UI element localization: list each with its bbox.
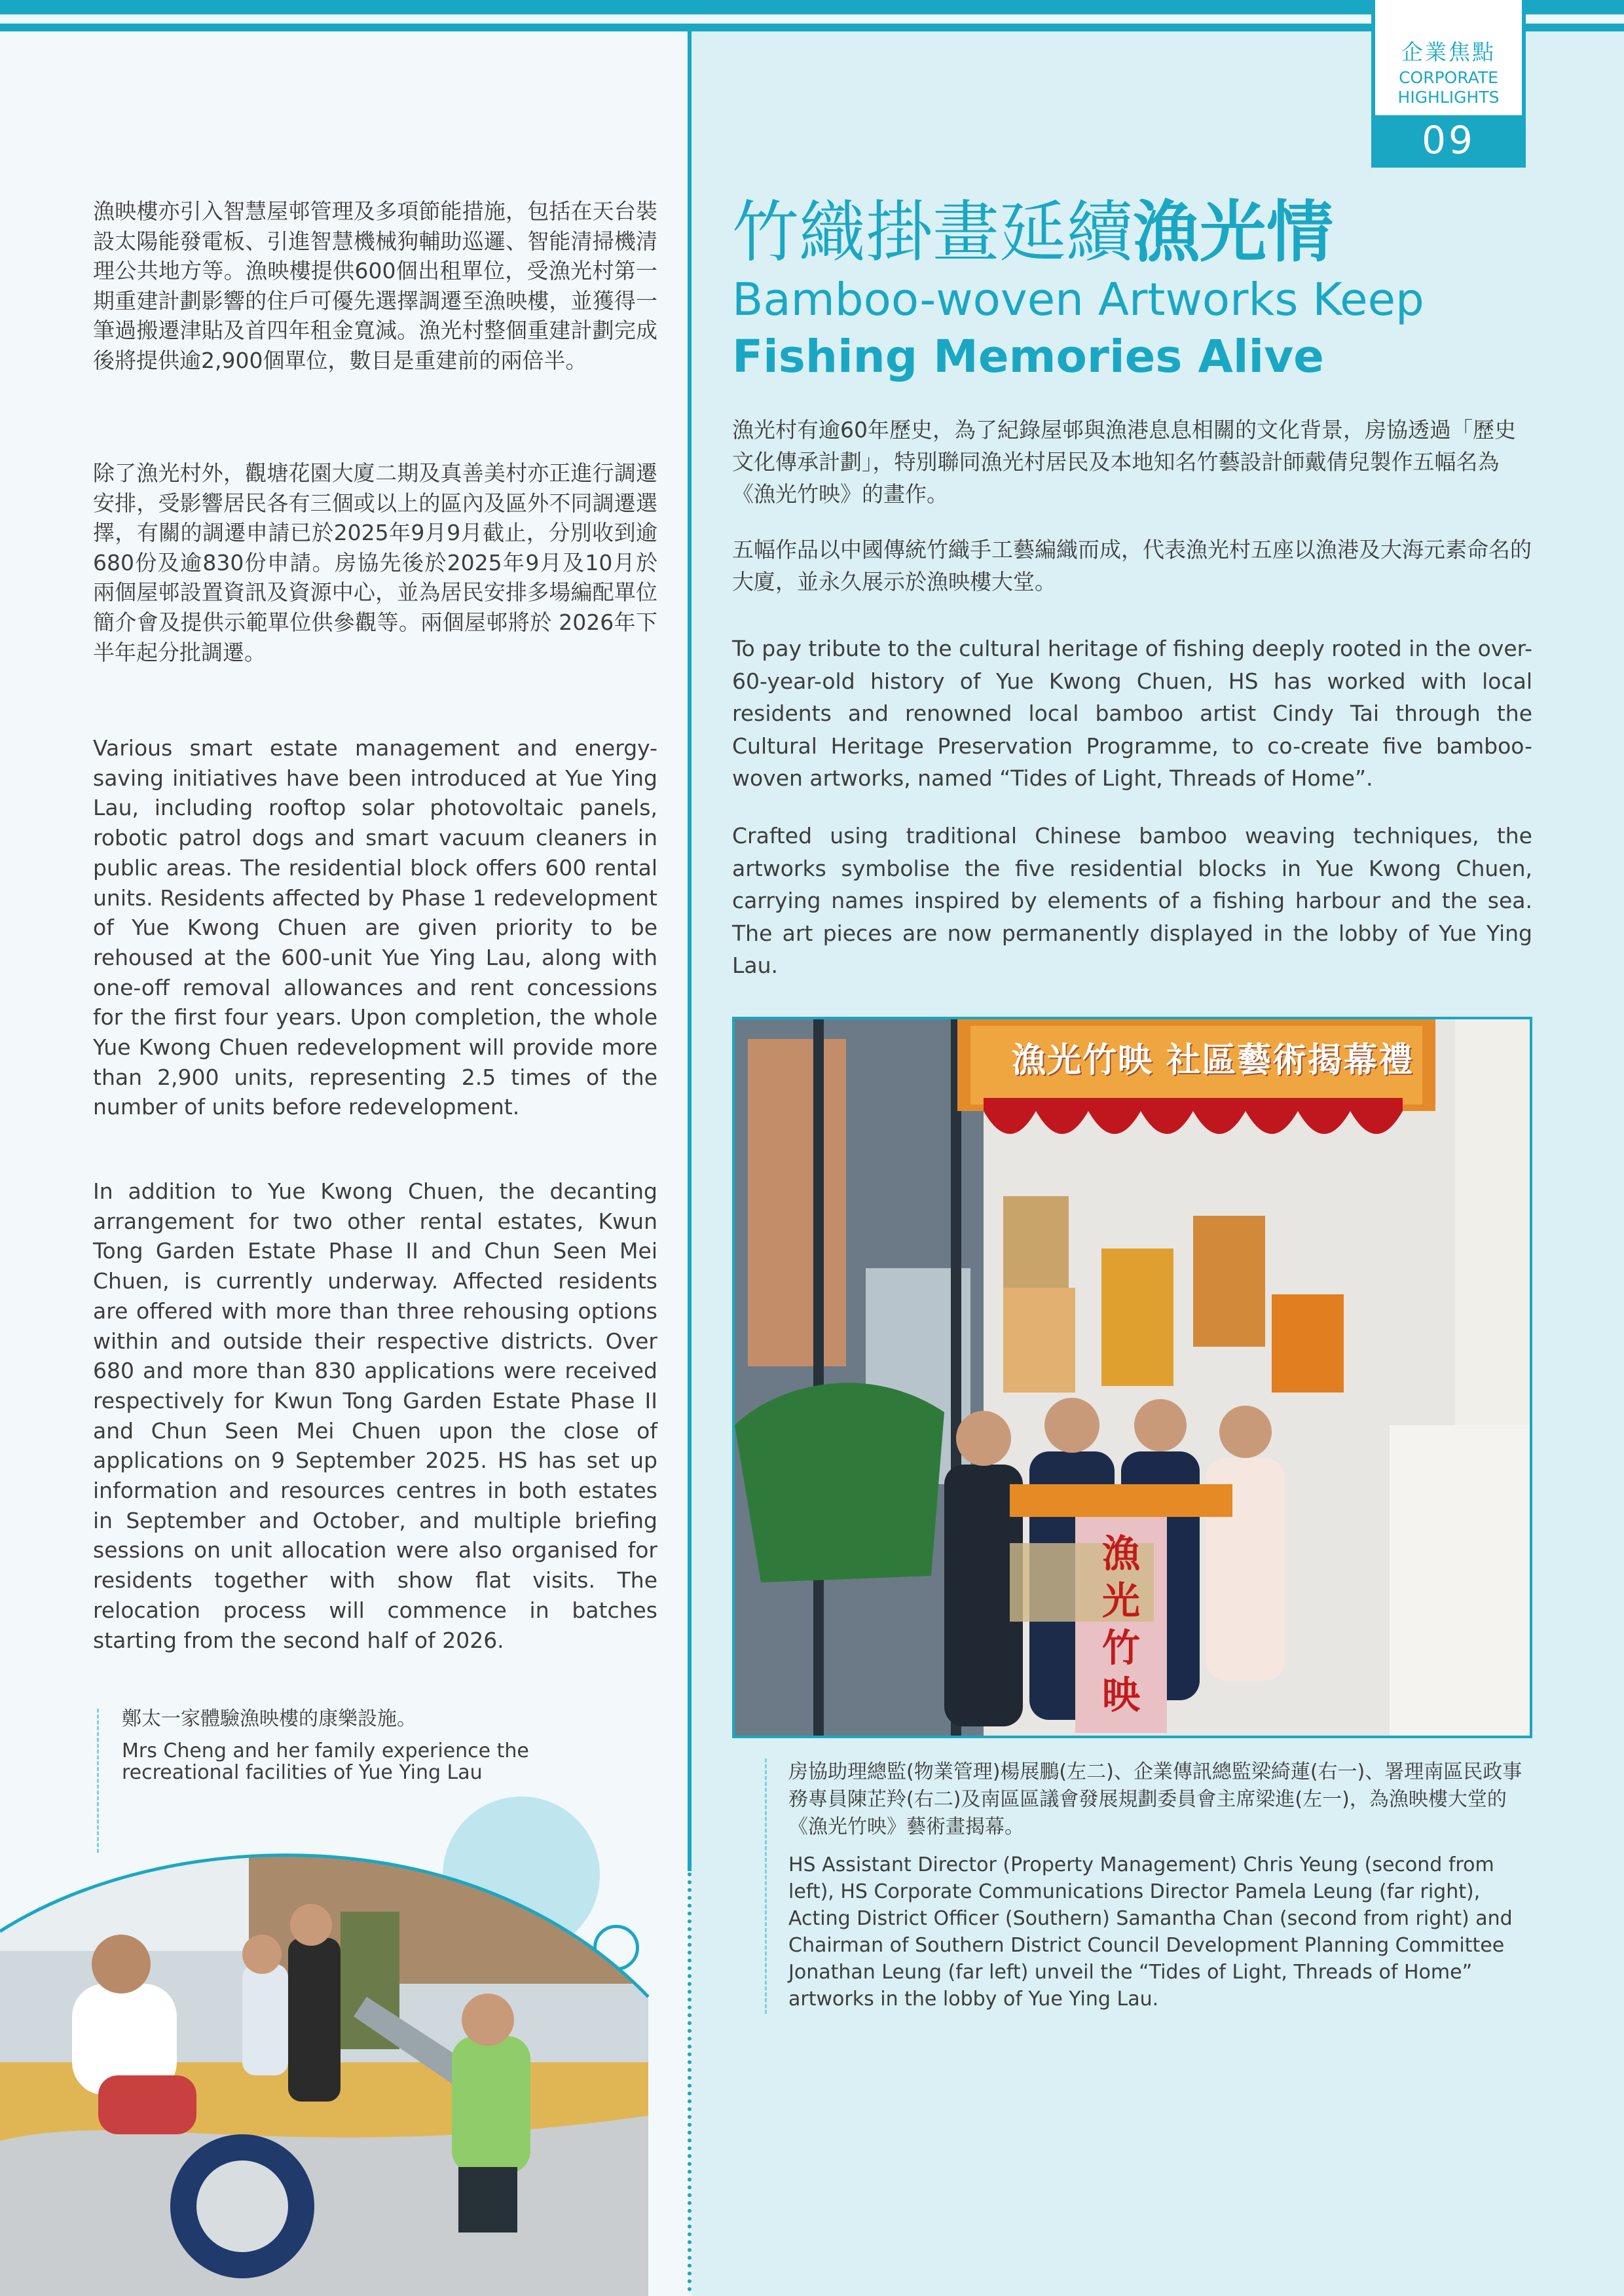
photo-banner-text: 漁光竹映 社區藝術揭幕禮 bbox=[1011, 1041, 1414, 1080]
left-photo-caption-en: Mrs Cheng and her family experience the recreational facilities of Yue Ying Lau bbox=[122, 1740, 529, 1784]
section-badge-en-line2: HIGHLIGHTS bbox=[1397, 88, 1500, 107]
article-title-zh-bold: 漁光情 bbox=[1133, 194, 1333, 272]
right-photo-caption-zh: 房協助理總監(物業管理)楊展鵬(左二)、企業傳訊總監梁綺蓮(右一)、署理南區民政事務專員陳芷羚(右二)及南區區議會發展規劃委員會主席梁進(左一)，為漁映樓大堂的《漁光竹映》藝術畫揭幕。 bbox=[788, 1760, 1522, 1838]
section-badge-zh: 企業焦點 bbox=[1401, 39, 1496, 65]
right-en-paragraph-2: Crafted using traditional Chinese bamboo weaving techniques, the artworks symbolise the five residential blocks in Yue Kwong Chuen, carrying names inspired by elements of a fishing harbour and the sea. The art pieces are now permanently displayed in the lobby of Yue Ying Lau. bbox=[732, 823, 1532, 979]
article-title-zh-light: 竹織掛畫延續 bbox=[732, 194, 1133, 272]
left-zh-paragraph-1: 漁映樓亦引入智慧屋邨管理及多項節能措施，包括在天台裝設太陽能發電板、引進智慧機械狗輔助巡邏、智能清掃機清理公共地方等。漁映樓提供600個出租單位，受漁光村第一期重建計劃影響的住戶可優先選擇調遷至漁映樓，並獲得一筆過搬遷津貼及首四年租金寬減。漁光村整個重建計劃完成後將提供逾2,900個單位，數目是重建前的兩倍半。 bbox=[93, 198, 657, 373]
right-zh-paragraph-1: 漁光村有逾60年歷史，為了紀錄屋邨與漁港息息相關的文化背景，房協透過「歷史文化傳承計劃」，特別聯同漁光村居民及本地知名竹藝設計師戴倩兒製作五幅名為《漁光竹映》的畫作。 bbox=[732, 417, 1516, 507]
section-badge-en-line1: CORPORATE bbox=[1399, 68, 1498, 87]
left-en-paragraph-2: In addition to Yue Kwong Chuen, the decanting arrangement for two other rental estates, Kwun Tong Garden Estate Phase II and Chun Seen Mei Chuen, is currently underway. Affected residents are offered with more than three rehousing options within and outside their respective districts. Over 680 and more than 830 applications were received respectively for Kwun Tong Garden Estate Phase II and Chun Seen Mei Chuen upon the close of applications on 9 September 2025. HS has set up information and resources centres in both estates in September and October, and multiple briefing sessions on unit allocation were also organised for residents together with show flat visits. The relocation process will commence in batches starting from the second half of 2026. bbox=[93, 1178, 657, 1653]
right-zh-paragraph-2: 五幅作品以中國傳統竹織手工藝編織而成，代表漁光村五座以漁港及大海元素命名的大廈，並永久展示於漁映樓大堂。 bbox=[732, 537, 1532, 594]
left-en-paragraph-1: Various smart estate management and energy-saving initiatives have been introduced at Yue Ying Lau, including rooftop solar photovoltaic panels, robotic patrol dogs and smart vacuum cleaners in public areas. The residential block offers 600 rental units. Residents affected by Phase 1 redevelopment of Yue Kwong Chuen are given priority to be rehoused at the 600-unit Yue Ying Lau, along with one-off removal allowances and rent concessions for the first four years. Upon completion, the whole Yue Kwong Chuen redevelopment will provide more than 2,900 units, representing 2.5 times of the number of units before redevelopment. bbox=[93, 735, 657, 1120]
unveiling-ceremony-photo bbox=[732, 1017, 1532, 1738]
right-photo-caption-en: HS Assistant Director (Property Management) Chris Yeung (second from left), HS Corporate Communications Director Pamela Leung (far right), Acting District Officer (Southern) Samantha Chan (second from right) and Chairman of Southern District Council Development Planning Committee Jonathan Leung (far left) unveil the “Tides of Light, Threads of Home” artworks in the lobby of Yue Ying Lau. bbox=[788, 1853, 1513, 2011]
playground-photo bbox=[0, 1800, 655, 2296]
article-title-en-line2: Fishing Memories Alive bbox=[732, 331, 1324, 383]
page-number: 09 bbox=[1422, 118, 1475, 162]
left-photo-caption-zh: 鄭太一家體驗漁映樓的康樂設施。 bbox=[122, 1707, 416, 1730]
article-title-en-line1: Bamboo-woven Artworks Keep bbox=[732, 274, 1424, 326]
article-title-zh bbox=[732, 194, 1333, 272]
caption-rule-right bbox=[765, 1758, 767, 2014]
photo-stand-text: 漁光竹映 bbox=[1101, 1531, 1140, 1717]
left-zh-paragraph-2: 除了漁光村外，觀塘花園大廈二期及真善美村亦正進行調遷安排，受影響居民各有三個或以上的區內及區外不同調遷選擇，有關的調遷申請已於2025年9月9月截止，分別收到逾680份及逾830份申請。房協先後於2025年9月及10月於兩個屋邨設置資訊及資源中心，並為居民安排多場編配單位簡介會及提供示範單位供參觀等。兩個屋邨將於 2026年下半年起分批調遷。 bbox=[93, 460, 657, 665]
right-en-paragraph-1: To pay tribute to the cultural heritage of fishing deeply rooted in the over-60-year-old history of Yue Kwong Chuen, HS has worked with local residents and renowned local bamboo artist Cindy Tai through the Cultural Heritage Preservation Programme, to co-create five bamboo-woven artworks, named “Tides of Light, Threads of Home”. bbox=[732, 636, 1532, 792]
column-divider-dotted bbox=[688, 1872, 692, 2291]
column-divider bbox=[688, 31, 692, 1871]
